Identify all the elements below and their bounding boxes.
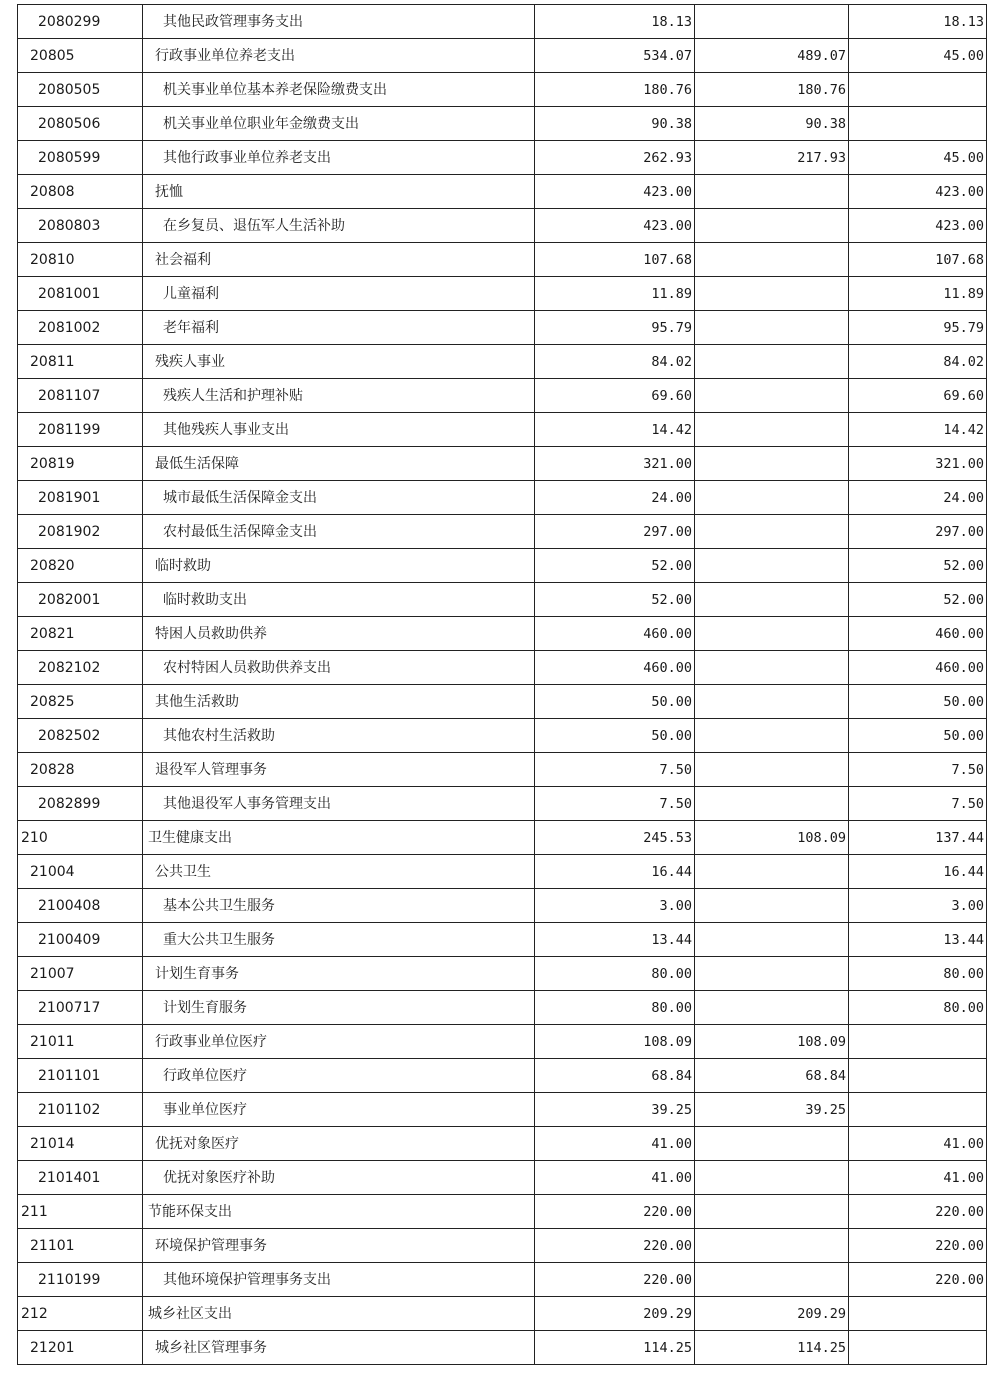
project-expenditure-cell: 80.00 bbox=[849, 957, 987, 991]
basic-expenditure-cell bbox=[695, 889, 849, 923]
total-amount-cell: 84.02 bbox=[535, 345, 695, 379]
account-name-cell: 农村特困人员救助供养支出 bbox=[143, 651, 535, 685]
basic-expenditure-cell bbox=[695, 617, 849, 651]
account-code-cell: 20825 bbox=[18, 685, 143, 719]
account-name-cell: 基本公共卫生服务 bbox=[143, 889, 535, 923]
table-row bbox=[18, 889, 987, 923]
table-row bbox=[18, 413, 987, 447]
total-amount-cell: 220.00 bbox=[535, 1229, 695, 1263]
table-row bbox=[18, 957, 987, 991]
project-expenditure-cell: 220.00 bbox=[849, 1263, 987, 1297]
table-row bbox=[18, 107, 987, 141]
account-name-cell: 城乡社区管理事务 bbox=[143, 1331, 535, 1365]
account-name-cell: 计划生育事务 bbox=[143, 957, 535, 991]
account-name-cell: 残疾人事业 bbox=[143, 345, 535, 379]
account-code-cell: 2082899 bbox=[18, 787, 143, 821]
basic-expenditure-cell: 209.29 bbox=[695, 1297, 849, 1331]
account-name-cell: 社会福利 bbox=[143, 243, 535, 277]
account-name-cell: 行政事业单位养老支出 bbox=[143, 39, 535, 73]
project-expenditure-cell: 460.00 bbox=[849, 651, 987, 685]
account-name-cell: 残疾人生活和护理补贴 bbox=[143, 379, 535, 413]
account-code-cell: 2081901 bbox=[18, 481, 143, 515]
basic-expenditure-cell bbox=[695, 685, 849, 719]
account-name-cell: 优抚对象医疗 bbox=[143, 1127, 535, 1161]
total-amount-cell: 209.29 bbox=[535, 1297, 695, 1331]
project-expenditure-cell: 137.44 bbox=[849, 821, 987, 855]
basic-expenditure-cell bbox=[695, 481, 849, 515]
total-amount-cell: 18.13 bbox=[535, 5, 695, 39]
total-amount-cell: 41.00 bbox=[535, 1127, 695, 1161]
total-amount-cell: 114.25 bbox=[535, 1331, 695, 1365]
account-code-cell: 2082102 bbox=[18, 651, 143, 685]
table-row bbox=[18, 345, 987, 379]
account-name-cell: 其他生活救助 bbox=[143, 685, 535, 719]
total-amount-cell: 50.00 bbox=[535, 719, 695, 753]
basic-expenditure-cell bbox=[695, 957, 849, 991]
account-code-cell: 21101 bbox=[18, 1229, 143, 1263]
table-row bbox=[18, 991, 987, 1025]
account-name-cell: 临时救助 bbox=[143, 549, 535, 583]
account-name-cell: 重大公共卫生服务 bbox=[143, 923, 535, 957]
account-name-cell: 其他行政事业单位养老支出 bbox=[143, 141, 535, 175]
project-expenditure-cell: 7.50 bbox=[849, 787, 987, 821]
account-code-cell: 212 bbox=[18, 1297, 143, 1331]
table-row bbox=[18, 549, 987, 583]
total-amount-cell: 69.60 bbox=[535, 379, 695, 413]
account-code-cell: 2100408 bbox=[18, 889, 143, 923]
project-expenditure-cell: 80.00 bbox=[849, 991, 987, 1025]
basic-expenditure-cell bbox=[695, 753, 849, 787]
account-code-cell: 2081199 bbox=[18, 413, 143, 447]
project-expenditure-cell: 41.00 bbox=[849, 1127, 987, 1161]
project-expenditure-cell: 41.00 bbox=[849, 1161, 987, 1195]
basic-expenditure-cell bbox=[695, 447, 849, 481]
basic-expenditure-cell bbox=[695, 243, 849, 277]
account-name-cell: 儿童福利 bbox=[143, 277, 535, 311]
basic-expenditure-cell bbox=[695, 345, 849, 379]
basic-expenditure-cell bbox=[695, 175, 849, 209]
project-expenditure-cell: 95.79 bbox=[849, 311, 987, 345]
table-row bbox=[18, 1093, 987, 1127]
project-expenditure-cell: 423.00 bbox=[849, 175, 987, 209]
total-amount-cell: 68.84 bbox=[535, 1059, 695, 1093]
account-code-cell: 2080506 bbox=[18, 107, 143, 141]
account-code-cell: 2080505 bbox=[18, 73, 143, 107]
account-code-cell: 2081107 bbox=[18, 379, 143, 413]
project-expenditure-cell bbox=[849, 73, 987, 107]
project-expenditure-cell bbox=[849, 1025, 987, 1059]
account-name-cell: 临时救助支出 bbox=[143, 583, 535, 617]
total-amount-cell: 95.79 bbox=[535, 311, 695, 345]
table-row bbox=[18, 1025, 987, 1059]
account-code-cell: 210 bbox=[18, 821, 143, 855]
basic-expenditure-cell: 489.07 bbox=[695, 39, 849, 73]
account-code-cell: 2101401 bbox=[18, 1161, 143, 1195]
account-code-cell: 2080599 bbox=[18, 141, 143, 175]
account-name-cell: 其他退役军人事务管理支出 bbox=[143, 787, 535, 821]
table-row bbox=[18, 821, 987, 855]
account-code-cell: 2100409 bbox=[18, 923, 143, 957]
table-row bbox=[18, 447, 987, 481]
table-row bbox=[18, 243, 987, 277]
basic-expenditure-cell: 39.25 bbox=[695, 1093, 849, 1127]
table-row bbox=[18, 923, 987, 957]
total-amount-cell: 107.68 bbox=[535, 243, 695, 277]
basic-expenditure-cell: 108.09 bbox=[695, 1025, 849, 1059]
account-code-cell: 2110199 bbox=[18, 1263, 143, 1297]
project-expenditure-cell: 18.13 bbox=[849, 5, 987, 39]
account-code-cell: 2100717 bbox=[18, 991, 143, 1025]
basic-expenditure-cell bbox=[695, 583, 849, 617]
account-name-cell: 退役军人管理事务 bbox=[143, 753, 535, 787]
project-expenditure-cell bbox=[849, 1093, 987, 1127]
account-code-cell: 2101102 bbox=[18, 1093, 143, 1127]
table-row bbox=[18, 1331, 987, 1365]
basic-expenditure-cell bbox=[695, 855, 849, 889]
total-amount-cell: 80.00 bbox=[535, 957, 695, 991]
account-code-cell: 20810 bbox=[18, 243, 143, 277]
total-amount-cell: 11.89 bbox=[535, 277, 695, 311]
project-expenditure-cell: 321.00 bbox=[849, 447, 987, 481]
table-row bbox=[18, 685, 987, 719]
total-amount-cell: 423.00 bbox=[535, 209, 695, 243]
account-code-cell: 2101101 bbox=[18, 1059, 143, 1093]
account-code-cell: 21014 bbox=[18, 1127, 143, 1161]
table-row bbox=[18, 1229, 987, 1263]
table-row bbox=[18, 73, 987, 107]
account-name-cell: 机关事业单位职业年金缴费支出 bbox=[143, 107, 535, 141]
account-name-cell: 机关事业单位基本养老保险缴费支出 bbox=[143, 73, 535, 107]
account-name-cell: 环境保护管理事务 bbox=[143, 1229, 535, 1263]
basic-expenditure-cell bbox=[695, 651, 849, 685]
project-expenditure-cell: 16.44 bbox=[849, 855, 987, 889]
project-expenditure-cell: 52.00 bbox=[849, 549, 987, 583]
account-name-cell: 抚恤 bbox=[143, 175, 535, 209]
basic-expenditure-cell bbox=[695, 1161, 849, 1195]
total-amount-cell: 7.50 bbox=[535, 753, 695, 787]
account-code-cell: 20805 bbox=[18, 39, 143, 73]
project-expenditure-cell: 69.60 bbox=[849, 379, 987, 413]
account-code-cell: 20819 bbox=[18, 447, 143, 481]
project-expenditure-cell: 220.00 bbox=[849, 1229, 987, 1263]
account-code-cell: 2080299 bbox=[18, 5, 143, 39]
project-expenditure-cell bbox=[849, 107, 987, 141]
table-row bbox=[18, 719, 987, 753]
account-code-cell: 211 bbox=[18, 1195, 143, 1229]
table-row bbox=[18, 617, 987, 651]
total-amount-cell: 14.42 bbox=[535, 413, 695, 447]
total-amount-cell: 39.25 bbox=[535, 1093, 695, 1127]
total-amount-cell: 24.00 bbox=[535, 481, 695, 515]
account-code-cell: 21011 bbox=[18, 1025, 143, 1059]
account-name-cell: 在乡复员、退伍军人生活补助 bbox=[143, 209, 535, 243]
total-amount-cell: 3.00 bbox=[535, 889, 695, 923]
project-expenditure-cell: 14.42 bbox=[849, 413, 987, 447]
account-code-cell: 20820 bbox=[18, 549, 143, 583]
account-name-cell: 公共卫生 bbox=[143, 855, 535, 889]
project-expenditure-cell: 7.50 bbox=[849, 753, 987, 787]
account-code-cell: 20821 bbox=[18, 617, 143, 651]
table-body bbox=[18, 5, 987, 1365]
basic-expenditure-cell bbox=[695, 209, 849, 243]
basic-expenditure-cell bbox=[695, 1263, 849, 1297]
project-expenditure-cell bbox=[849, 1297, 987, 1331]
basic-expenditure-cell bbox=[695, 787, 849, 821]
account-name-cell: 行政事业单位医疗 bbox=[143, 1025, 535, 1059]
basic-expenditure-cell bbox=[695, 1229, 849, 1263]
total-amount-cell: 52.00 bbox=[535, 549, 695, 583]
account-name-cell: 行政单位医疗 bbox=[143, 1059, 535, 1093]
total-amount-cell: 52.00 bbox=[535, 583, 695, 617]
project-expenditure-cell: 84.02 bbox=[849, 345, 987, 379]
basic-expenditure-cell bbox=[695, 1127, 849, 1161]
project-expenditure-cell: 13.44 bbox=[849, 923, 987, 957]
account-name-cell: 城市最低生活保障金支出 bbox=[143, 481, 535, 515]
account-code-cell: 2082502 bbox=[18, 719, 143, 753]
account-code-cell: 2081002 bbox=[18, 311, 143, 345]
basic-expenditure-cell bbox=[695, 5, 849, 39]
project-expenditure-cell: 45.00 bbox=[849, 39, 987, 73]
table-row bbox=[18, 583, 987, 617]
table-row bbox=[18, 651, 987, 685]
basic-expenditure-cell bbox=[695, 515, 849, 549]
table-row bbox=[18, 1297, 987, 1331]
table-row bbox=[18, 209, 987, 243]
total-amount-cell: 16.44 bbox=[535, 855, 695, 889]
account-name-cell: 卫生健康支出 bbox=[143, 821, 535, 855]
basic-expenditure-cell bbox=[695, 379, 849, 413]
account-name-cell: 节能环保支出 bbox=[143, 1195, 535, 1229]
table-row bbox=[18, 277, 987, 311]
project-expenditure-cell: 24.00 bbox=[849, 481, 987, 515]
total-amount-cell: 460.00 bbox=[535, 651, 695, 685]
project-expenditure-cell: 297.00 bbox=[849, 515, 987, 549]
total-amount-cell: 321.00 bbox=[535, 447, 695, 481]
table-row bbox=[18, 141, 987, 175]
account-name-cell: 老年福利 bbox=[143, 311, 535, 345]
total-amount-cell: 245.53 bbox=[535, 821, 695, 855]
total-amount-cell: 50.00 bbox=[535, 685, 695, 719]
account-name-cell: 其他残疾人事业支出 bbox=[143, 413, 535, 447]
project-expenditure-cell: 50.00 bbox=[849, 719, 987, 753]
basic-expenditure-cell bbox=[695, 1195, 849, 1229]
account-name-cell: 事业单位医疗 bbox=[143, 1093, 535, 1127]
basic-expenditure-cell: 114.25 bbox=[695, 1331, 849, 1365]
basic-expenditure-cell bbox=[695, 311, 849, 345]
budget-table bbox=[17, 4, 987, 1365]
total-amount-cell: 80.00 bbox=[535, 991, 695, 1025]
project-expenditure-cell bbox=[849, 1059, 987, 1093]
basic-expenditure-cell: 108.09 bbox=[695, 821, 849, 855]
table-row bbox=[18, 1161, 987, 1195]
basic-expenditure-cell bbox=[695, 923, 849, 957]
basic-expenditure-cell bbox=[695, 277, 849, 311]
table-row bbox=[18, 855, 987, 889]
account-code-cell: 20811 bbox=[18, 345, 143, 379]
table-row bbox=[18, 753, 987, 787]
total-amount-cell: 220.00 bbox=[535, 1195, 695, 1229]
table-row bbox=[18, 787, 987, 821]
total-amount-cell: 41.00 bbox=[535, 1161, 695, 1195]
account-code-cell: 21201 bbox=[18, 1331, 143, 1365]
table-row bbox=[18, 1127, 987, 1161]
basic-expenditure-cell bbox=[695, 549, 849, 583]
basic-expenditure-cell: 180.76 bbox=[695, 73, 849, 107]
project-expenditure-cell: 460.00 bbox=[849, 617, 987, 651]
account-code-cell: 21007 bbox=[18, 957, 143, 991]
account-code-cell: 20808 bbox=[18, 175, 143, 209]
table-row bbox=[18, 5, 987, 39]
total-amount-cell: 297.00 bbox=[535, 515, 695, 549]
account-name-cell: 特困人员救助供养 bbox=[143, 617, 535, 651]
basic-expenditure-cell bbox=[695, 719, 849, 753]
table-row bbox=[18, 311, 987, 345]
project-expenditure-cell: 11.89 bbox=[849, 277, 987, 311]
account-name-cell: 其他环境保护管理事务支出 bbox=[143, 1263, 535, 1297]
table-row bbox=[18, 1195, 987, 1229]
account-name-cell: 农村最低生活保障金支出 bbox=[143, 515, 535, 549]
table-row bbox=[18, 481, 987, 515]
table-row bbox=[18, 175, 987, 209]
total-amount-cell: 262.93 bbox=[535, 141, 695, 175]
basic-expenditure-cell: 68.84 bbox=[695, 1059, 849, 1093]
account-name-cell: 其他民政管理事务支出 bbox=[143, 5, 535, 39]
basic-expenditure-cell: 217.93 bbox=[695, 141, 849, 175]
project-expenditure-cell: 423.00 bbox=[849, 209, 987, 243]
account-code-cell: 2080803 bbox=[18, 209, 143, 243]
table-row bbox=[18, 1059, 987, 1093]
total-amount-cell: 7.50 bbox=[535, 787, 695, 821]
account-name-cell: 最低生活保障 bbox=[143, 447, 535, 481]
account-code-cell: 2082001 bbox=[18, 583, 143, 617]
project-expenditure-cell bbox=[849, 1331, 987, 1365]
account-code-cell: 2081902 bbox=[18, 515, 143, 549]
total-amount-cell: 534.07 bbox=[535, 39, 695, 73]
basic-expenditure-cell bbox=[695, 991, 849, 1025]
table-row bbox=[18, 515, 987, 549]
project-expenditure-cell: 50.00 bbox=[849, 685, 987, 719]
account-code-cell: 21004 bbox=[18, 855, 143, 889]
table-row bbox=[18, 39, 987, 73]
account-name-cell: 优抚对象医疗补助 bbox=[143, 1161, 535, 1195]
account-name-cell: 其他农村生活救助 bbox=[143, 719, 535, 753]
total-amount-cell: 90.38 bbox=[535, 107, 695, 141]
project-expenditure-cell: 45.00 bbox=[849, 141, 987, 175]
total-amount-cell: 180.76 bbox=[535, 73, 695, 107]
account-name-cell: 城乡社区支出 bbox=[143, 1297, 535, 1331]
project-expenditure-cell: 3.00 bbox=[849, 889, 987, 923]
total-amount-cell: 220.00 bbox=[535, 1263, 695, 1297]
total-amount-cell: 108.09 bbox=[535, 1025, 695, 1059]
project-expenditure-cell: 220.00 bbox=[849, 1195, 987, 1229]
table-row bbox=[18, 379, 987, 413]
project-expenditure-cell: 107.68 bbox=[849, 243, 987, 277]
total-amount-cell: 423.00 bbox=[535, 175, 695, 209]
project-expenditure-cell: 52.00 bbox=[849, 583, 987, 617]
total-amount-cell: 13.44 bbox=[535, 923, 695, 957]
account-name-cell: 计划生育服务 bbox=[143, 991, 535, 1025]
account-code-cell: 20828 bbox=[18, 753, 143, 787]
total-amount-cell: 460.00 bbox=[535, 617, 695, 651]
table-row bbox=[18, 1263, 987, 1297]
basic-expenditure-cell bbox=[695, 413, 849, 447]
basic-expenditure-cell: 90.38 bbox=[695, 107, 849, 141]
account-code-cell: 2081001 bbox=[18, 277, 143, 311]
